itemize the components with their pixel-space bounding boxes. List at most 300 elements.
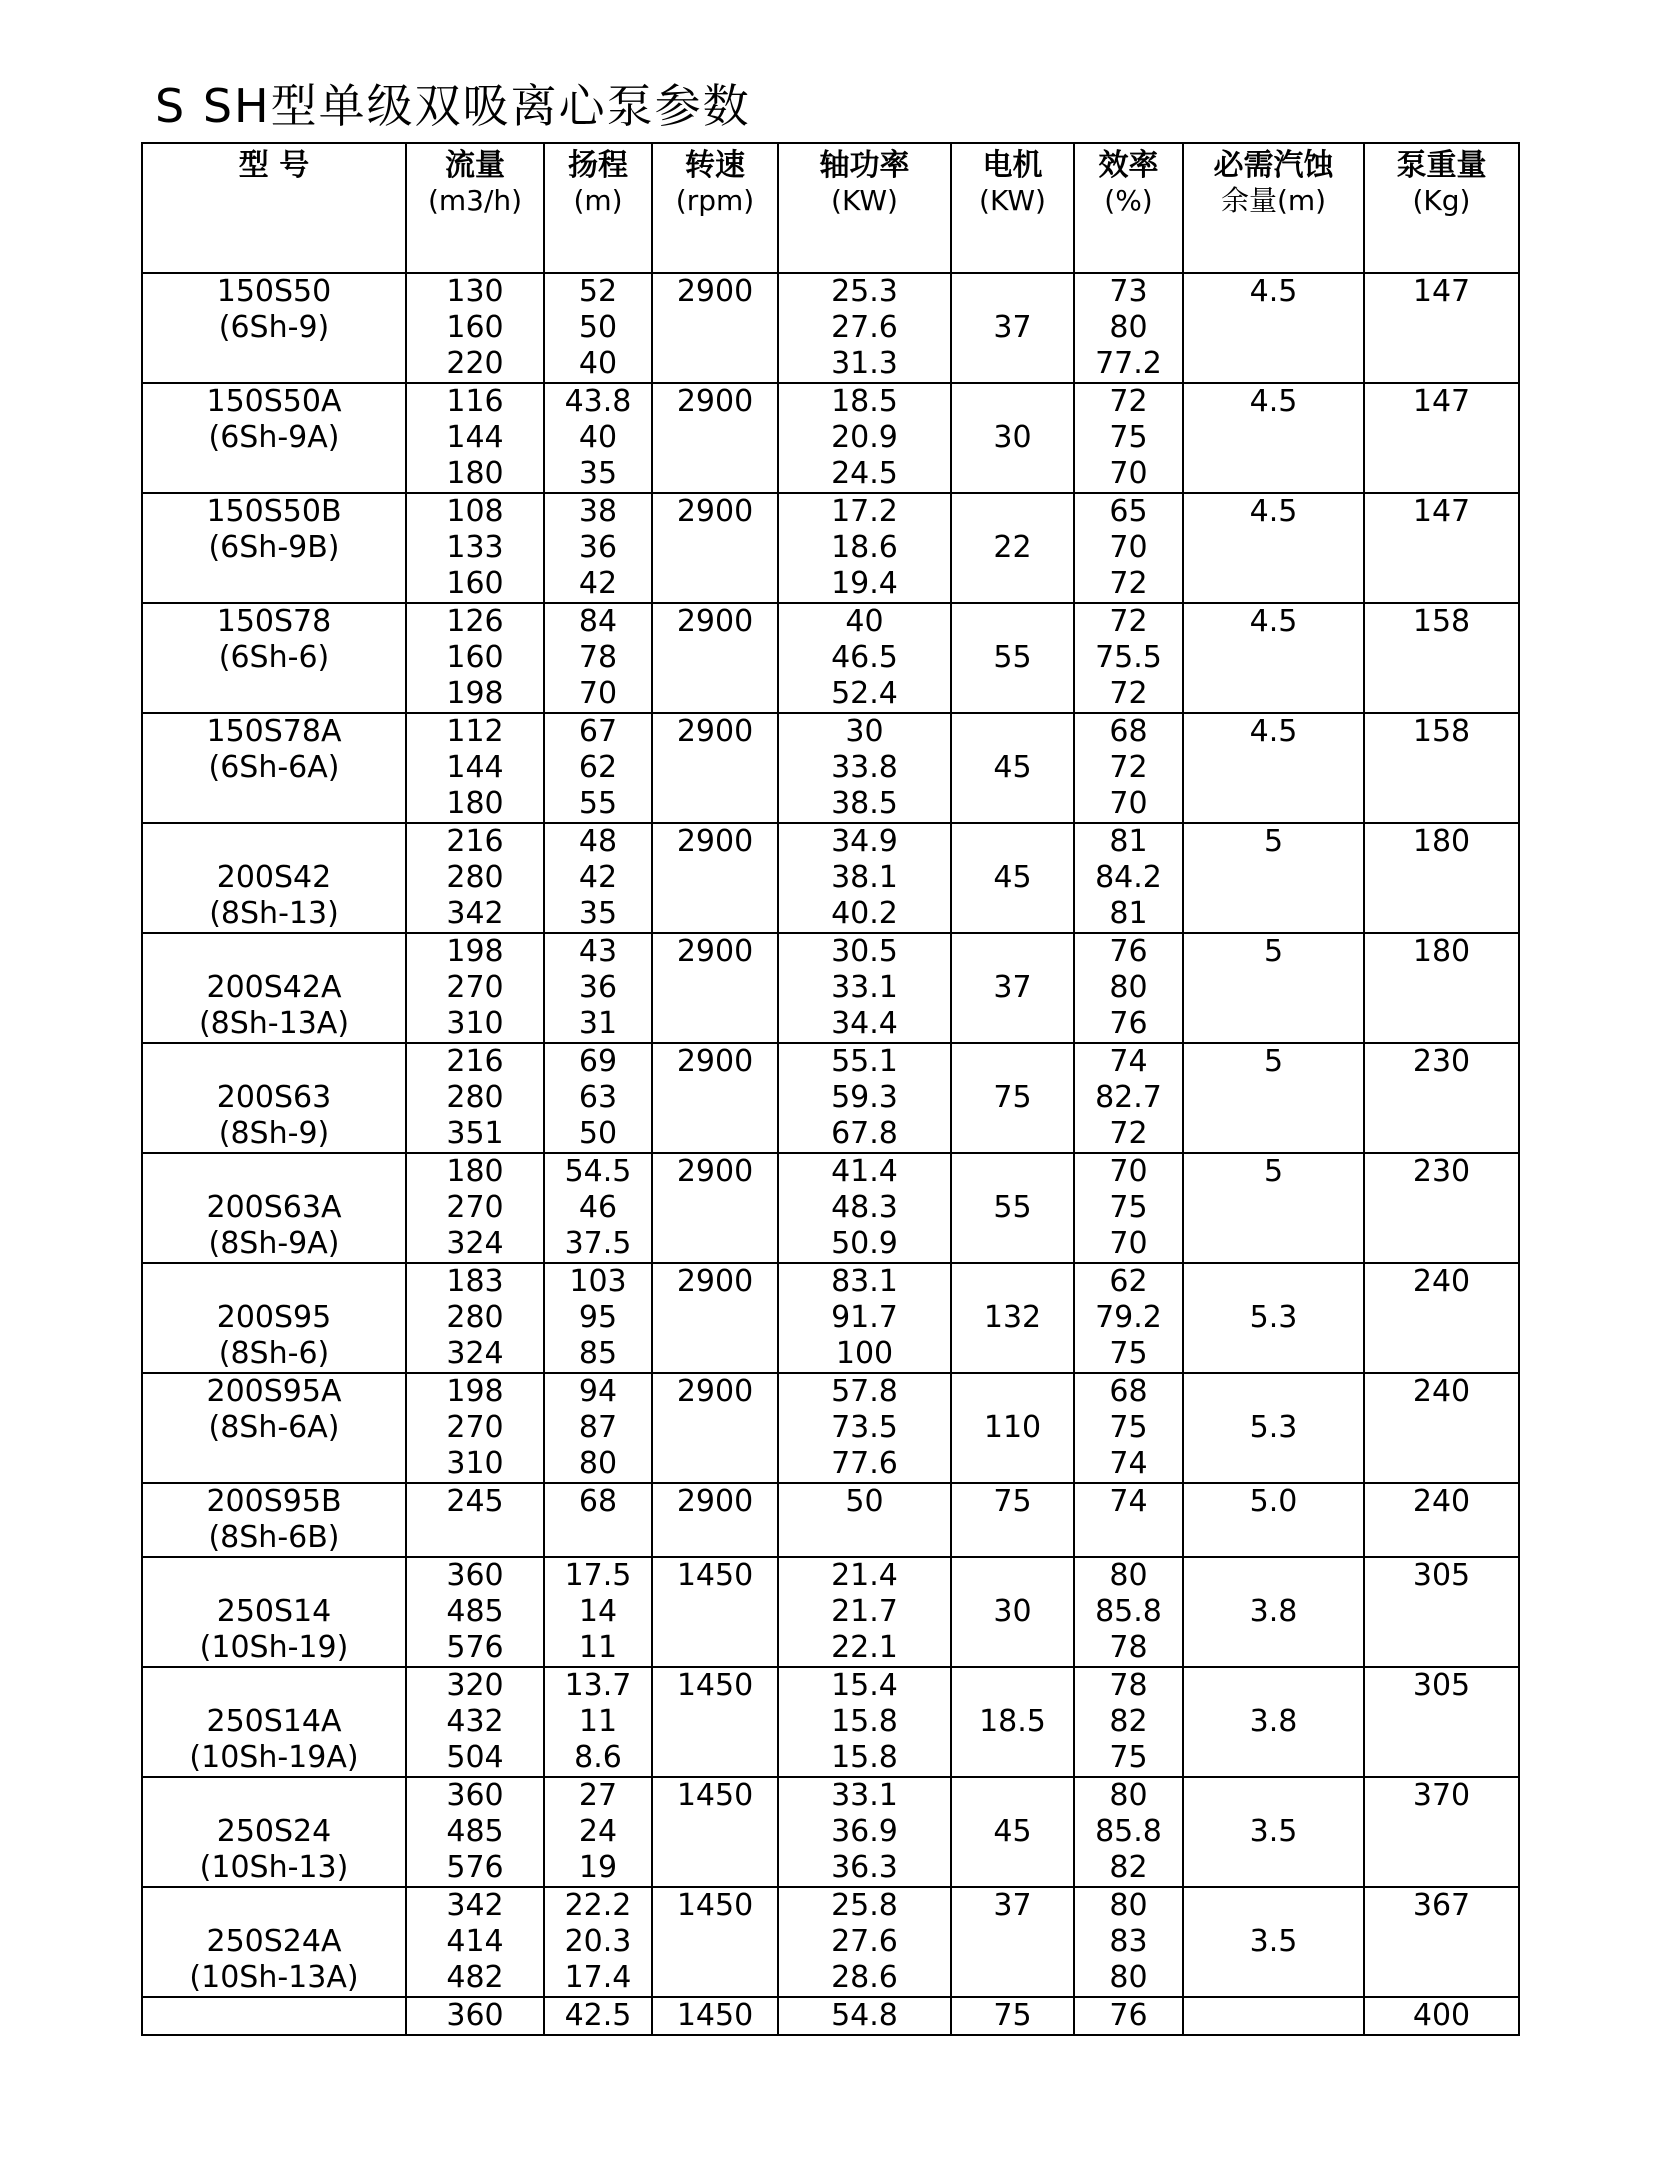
head-cell-line: 36 [578,530,618,565]
header-head-unit: (m) [573,184,623,217]
flow-cell-line: 482 [446,1960,504,1995]
motor-cell-line [952,896,1073,932]
flow-cell-line: 324 [446,1336,504,1371]
motor-cell-line: 30 [993,1594,1032,1629]
efficiency-cell-line: 72 [1109,604,1148,639]
efficiency-cell-line: 80 [1109,1558,1148,1593]
shaft-power-cell-line: 50.9 [831,1226,898,1261]
model-cell-line: 200S42A [206,970,342,1005]
flow-cell [406,493,544,603]
model-cell-line [143,1668,405,1704]
model-cell-line: 200S42 [216,860,332,895]
weight-cell-line: 147 [1412,494,1471,529]
head-cell-line: 42 [578,566,618,601]
shaft-power-cell [778,1483,951,1557]
weight-cell-line [1365,1814,1518,1850]
flow-cell-line: 108 [446,494,504,529]
speed-cell-line: 2900 [676,1264,754,1299]
header-shaft-power-unit: (KW) [831,184,898,217]
speed-cell-line [653,1336,777,1372]
npsh-cell-line: 5 [1263,1154,1284,1189]
speed-cell [652,1777,778,1887]
shaft-power-cell-line: 22.1 [831,1630,898,1665]
shaft-power-cell-line: 41.4 [831,1154,898,1189]
flow-cell [406,1153,544,1263]
motor-cell-line: 45 [993,860,1032,895]
header-flow [406,143,544,273]
head-cell-line: 48 [578,824,618,859]
weight-cell-line [1365,530,1518,566]
efficiency-cell [1074,1557,1183,1667]
speed-cell [652,1043,778,1153]
shaft-power-cell-line: 28.6 [831,1960,898,1995]
model-cell-line [143,1558,405,1594]
head-cell-line: 24 [578,1814,618,1849]
header-motor [951,143,1074,273]
motor-cell [951,823,1074,933]
efficiency-cell [1074,823,1183,933]
flow-cell-line: 324 [446,1226,504,1261]
head-cell-line: 85 [578,1336,618,1371]
efficiency-cell-line: 81 [1109,824,1148,859]
shaft-power-cell-line: 48.3 [831,1190,898,1225]
weight-cell-line [1365,1080,1518,1116]
motor-cell [951,1777,1074,1887]
efficiency-cell-line: 68 [1109,714,1148,749]
flow-cell [406,823,544,933]
flow-cell [406,1667,544,1777]
speed-cell-line: 1450 [676,1778,754,1813]
npsh-cell-line [1184,1960,1363,1996]
model-cell-line [143,1888,405,1924]
npsh-cell-line: 4.5 [1249,604,1298,639]
shaft-power-cell-line: 20.9 [831,420,898,455]
shaft-power-cell-line: 46.5 [831,640,898,675]
speed-cell-line [653,1300,777,1336]
motor-cell-line [952,1264,1073,1300]
efficiency-cell [1074,1667,1183,1777]
head-cell-line: 43 [578,934,618,969]
efficiency-cell-line: 70 [1109,456,1148,491]
shaft-power-cell-line: 25.3 [831,274,898,309]
shaft-power-cell-line: 17.2 [831,494,898,529]
npsh-cell-line [1184,1888,1363,1924]
motor-cell-line: 37 [993,1888,1032,1923]
weight-cell-line: 230 [1412,1044,1471,1079]
efficiency-cell-line: 75 [1109,1410,1148,1445]
npsh-cell-line [1184,640,1363,676]
flow-cell-line: 504 [446,1740,504,1775]
shaft-power-cell [778,493,951,603]
npsh-cell [1183,823,1364,933]
efficiency-cell-line: 75 [1109,1740,1148,1775]
efficiency-cell-line: 72 [1109,750,1148,785]
shaft-power-cell-line: 83.1 [831,1264,898,1299]
npsh-cell-line [1184,310,1363,346]
motor-cell [951,1153,1074,1263]
efficiency-cell-line: 72 [1109,384,1148,419]
speed-cell [652,273,778,383]
npsh-cell-line: 5 [1263,1044,1284,1079]
head-cell-line: 54.5 [564,1154,632,1189]
flow-cell [406,1777,544,1887]
model-cell-line [143,346,405,382]
motor-cell [951,1997,1074,2035]
motor-cell [951,1557,1074,1667]
shaft-power-cell-line: 50 [845,1484,884,1519]
head-cell-line: 40 [578,420,618,455]
efficiency-cell-line: 75 [1109,1190,1148,1225]
shaft-power-cell-line: 40 [845,604,884,639]
model-cell-line: (8Sh-6A) [208,1410,340,1445]
efficiency-cell-line: 72 [1109,566,1148,601]
efficiency-cell-line: 76 [1109,934,1148,969]
head-cell-line: 78 [578,640,618,675]
head-cell [544,273,652,383]
npsh-cell [1183,273,1364,383]
header-shaft-power [778,143,951,273]
head-cell [544,383,652,493]
model-cell [142,493,406,603]
header-row [142,143,1519,273]
speed-cell [652,383,778,493]
flow-cell-line: 183 [446,1264,504,1299]
shaft-power-cell [778,1777,951,1887]
table-row [142,383,1519,493]
head-cell [544,1997,652,2035]
table-row [142,823,1519,933]
header-npsh-label: 必需汽蚀 [1213,148,1334,183]
shaft-power-cell-line: 54.8 [831,1998,898,2033]
model-cell-line [143,1264,405,1300]
npsh-cell [1183,1153,1364,1263]
flow-cell [406,1997,544,2035]
npsh-cell-line: 5 [1263,934,1284,969]
shaft-power-cell [778,1263,951,1373]
npsh-cell-line [1184,1740,1363,1776]
shaft-power-cell-line: 38.5 [831,786,898,821]
efficiency-cell-line: 82 [1109,1704,1148,1739]
npsh-cell-line [1184,1336,1363,1372]
speed-cell-line [653,640,777,676]
model-cell [142,1997,406,2035]
npsh-cell-line [1184,1374,1363,1410]
table-row [142,1997,1519,2035]
motor-cell-line: 30 [993,420,1032,455]
head-cell-line: 17.4 [564,1960,632,1995]
head-cell-line: 13.7 [564,1668,632,1703]
flow-cell [406,933,544,1043]
model-cell-line: (8Sh-13A) [198,1006,350,1041]
table-row [142,603,1519,713]
shaft-power-cell-line: 19.4 [831,566,898,601]
flow-cell-line: 270 [446,970,504,1005]
header-efficiency-label: 效率 [1098,148,1159,183]
head-cell-line: 46 [578,1190,618,1225]
speed-cell-line [653,566,777,602]
speed-cell-line: 1450 [676,1888,754,1923]
header-weight-label: 泵重量 [1396,148,1487,183]
npsh-cell-line: 4.5 [1249,274,1298,309]
npsh-cell [1183,1887,1364,1997]
efficiency-cell [1074,1263,1183,1373]
weight-cell-line: 158 [1412,604,1471,639]
weight-cell-line [1365,1336,1518,1372]
shaft-power-cell [778,603,951,713]
motor-cell-line: 55 [993,640,1032,675]
weight-cell-line [1365,420,1518,456]
weight-cell [1364,1777,1519,1887]
shaft-power-cell-line: 15.8 [831,1740,898,1775]
speed-cell-line [653,310,777,346]
head-cell-line: 80 [578,1446,618,1481]
npsh-cell-line [1184,1998,1363,2034]
head-cell [544,493,652,603]
motor-cell-line [952,274,1073,310]
head-cell-line: 55 [578,786,618,821]
flow-cell-line: 180 [446,1154,504,1189]
header-efficiency [1074,143,1183,273]
flow-cell-line: 270 [446,1410,504,1445]
shaft-power-cell-line: 27.6 [831,310,898,345]
model-cell-line: 200S95 [216,1300,332,1335]
model-cell-line [143,456,405,492]
npsh-cell-line: 4.5 [1249,384,1298,419]
npsh-cell-line [1184,676,1363,712]
npsh-cell-line [1184,1630,1363,1666]
npsh-cell-line [1184,456,1363,492]
table-body [142,273,1519,2035]
model-cell-line: (8Sh-13) [209,896,339,931]
flow-cell [406,383,544,493]
efficiency-cell-line: 83 [1109,1924,1148,1959]
model-cell-line: 150S78A [206,714,342,749]
model-cell [142,933,406,1043]
npsh-cell [1183,1777,1364,1887]
head-cell-line: 38 [578,494,618,529]
head-cell [544,1777,652,1887]
npsh-cell-line [1184,1264,1363,1300]
flow-cell-line: 320 [446,1668,504,1703]
header-flow-label: 流量 [445,148,505,183]
weight-cell-line [1365,1116,1518,1152]
shaft-power-cell-line: 57.8 [831,1374,898,1409]
flow-cell [406,1557,544,1667]
speed-cell-line: 2900 [676,1374,754,1409]
head-cell-line: 35 [578,896,618,931]
header-motor-label: 电机 [982,148,1043,183]
model-cell [142,383,406,493]
weight-cell-line: 180 [1412,934,1471,969]
head-cell [544,603,652,713]
weight-cell [1364,1373,1519,1483]
motor-cell-line: 37 [993,310,1032,345]
efficiency-cell-line: 70 [1109,1154,1148,1189]
npsh-cell-line [1184,346,1363,382]
flow-cell [406,713,544,823]
model-cell-line: (10Sh-19) [199,1630,349,1665]
weight-cell-line [1365,566,1518,602]
weight-cell-line [1365,1850,1518,1886]
shaft-power-cell-line: 25.8 [831,1888,898,1923]
speed-cell-line [653,1446,777,1482]
head-cell-line: 67 [578,714,618,749]
weight-cell-line: 305 [1412,1668,1471,1703]
speed-cell-line: 2900 [676,714,754,749]
shaft-power-cell-line: 77.6 [831,1446,898,1481]
flow-cell-line: 112 [446,714,504,749]
header-weight [1364,143,1519,273]
model-cell [142,603,406,713]
efficiency-cell [1074,933,1183,1043]
flow-cell-line: 310 [446,1006,504,1041]
table-row [142,273,1519,383]
motor-cell-line [952,1630,1073,1666]
efficiency-cell [1074,1887,1183,1997]
model-cell [142,273,406,383]
shaft-power-cell-line [779,1520,950,1556]
header-speed [652,143,778,273]
motor-cell-line [952,494,1073,530]
weight-cell-line [1365,676,1518,712]
table-row [142,1557,1519,1667]
speed-cell-line: 1450 [676,1668,754,1703]
efficiency-cell-line: 82 [1109,1850,1148,1885]
motor-cell-line: 110 [983,1410,1042,1445]
motor-cell-line [952,566,1073,602]
table-row [142,1777,1519,1887]
motor-cell-line: 132 [983,1300,1042,1335]
motor-cell-line: 22 [993,530,1032,565]
shaft-power-cell-line: 15.8 [831,1704,898,1739]
motor-cell [951,493,1074,603]
shaft-power-cell-line: 52.4 [831,676,898,711]
flow-cell-line [407,1520,543,1556]
model-cell [142,713,406,823]
shaft-power-cell-line: 67.8 [831,1116,898,1151]
speed-cell-line [653,1594,777,1630]
shaft-power-cell-line: 34.9 [831,824,898,859]
model-cell [142,1887,406,1997]
npsh-cell-line [1184,1446,1363,1482]
efficiency-cell-line: 80 [1109,1960,1148,1995]
shaft-power-cell-line: 38.1 [831,860,898,895]
shaft-power-cell-line: 18.6 [831,530,898,565]
model-cell-line [143,676,405,712]
flow-cell-line: 130 [446,274,504,309]
shaft-power-cell-line: 15.4 [831,1668,898,1703]
efficiency-cell-line: 82.7 [1095,1080,1162,1115]
model-cell-line: (8Sh-6B) [208,1520,340,1555]
weight-cell-line [1365,1960,1518,1996]
weight-cell [1364,1483,1519,1557]
model-cell-line: (10Sh-19A) [189,1740,359,1775]
shaft-power-cell [778,1887,951,1997]
header-head-label: 扬程 [568,148,628,183]
weight-cell-line: 305 [1412,1558,1471,1593]
efficiency-cell-line: 72 [1109,1116,1148,1151]
head-cell [544,1263,652,1373]
head-cell [544,1667,652,1777]
model-cell-line: (6Sh-6A) [208,750,340,785]
efficiency-cell [1074,1373,1183,1483]
model-cell-line: (6Sh-9B) [208,530,340,565]
weight-cell [1364,603,1519,713]
shaft-power-cell-line: 40.2 [831,896,898,931]
weight-cell [1364,1153,1519,1263]
header-shaft-power-label: 轴功率 [819,148,910,183]
motor-cell-line [952,1740,1073,1776]
flow-cell-line: 576 [446,1630,504,1665]
npsh-cell-line: 5.3 [1249,1300,1298,1335]
weight-cell-line: 240 [1412,1374,1471,1409]
shaft-power-cell [778,1373,951,1483]
motor-cell-line [952,824,1073,860]
speed-cell-line [653,1116,777,1152]
head-cell [544,1557,652,1667]
head-cell-line: 52 [578,274,618,309]
flow-cell [406,1887,544,1997]
npsh-cell [1183,1373,1364,1483]
head-cell-line: 35 [578,456,618,491]
head-cell-line: 70 [578,676,618,711]
model-cell-line [143,934,405,970]
weight-cell [1364,933,1519,1043]
flow-cell-line: 245 [446,1484,504,1519]
speed-cell-line [653,1924,777,1960]
efficiency-cell-line: 75 [1109,1336,1148,1371]
flow-cell-line: 198 [446,676,504,711]
table-row [142,1263,1519,1373]
motor-cell-line [952,604,1073,640]
speed-cell-line: 2900 [676,934,754,969]
flow-cell [406,1043,544,1153]
npsh-cell-line [1184,750,1363,786]
efficiency-cell-line: 80 [1109,1778,1148,1813]
shaft-power-cell [778,823,951,933]
motor-cell-line [952,1924,1073,1960]
efficiency-cell-line: 74 [1109,1044,1148,1079]
motor-cell-line [952,1154,1073,1190]
efficiency-cell-line: 65 [1109,494,1148,529]
npsh-cell-line [1184,1080,1363,1116]
model-cell-line [143,566,405,602]
motor-cell [951,1043,1074,1153]
head-cell-line: 22.2 [564,1888,632,1923]
flow-cell-line: 116 [446,384,504,419]
model-cell-line [143,1044,405,1080]
speed-cell-line: 1450 [676,1558,754,1593]
npsh-cell [1183,1557,1364,1667]
speed-cell [652,1557,778,1667]
head-cell [544,713,652,823]
npsh-cell [1183,1667,1364,1777]
head-cell-line: 62 [578,750,618,785]
shaft-power-cell-line: 27.6 [831,1924,898,1959]
npsh-cell [1183,1483,1364,1557]
head-cell-line: 84 [578,604,618,639]
efficiency-cell [1074,273,1183,383]
head-cell-line: 37.5 [564,1226,632,1261]
motor-cell-line [952,1336,1073,1372]
head-cell-line: 31 [578,1006,618,1041]
flow-cell-line: 144 [446,750,504,785]
model-cell-line: (6Sh-9) [218,310,330,345]
weight-cell-line [1365,1630,1518,1666]
shaft-power-cell-line: 21.4 [831,1558,898,1593]
header-model-label: 型 号 [238,148,310,183]
model-cell-line: 150S50A [206,384,342,419]
